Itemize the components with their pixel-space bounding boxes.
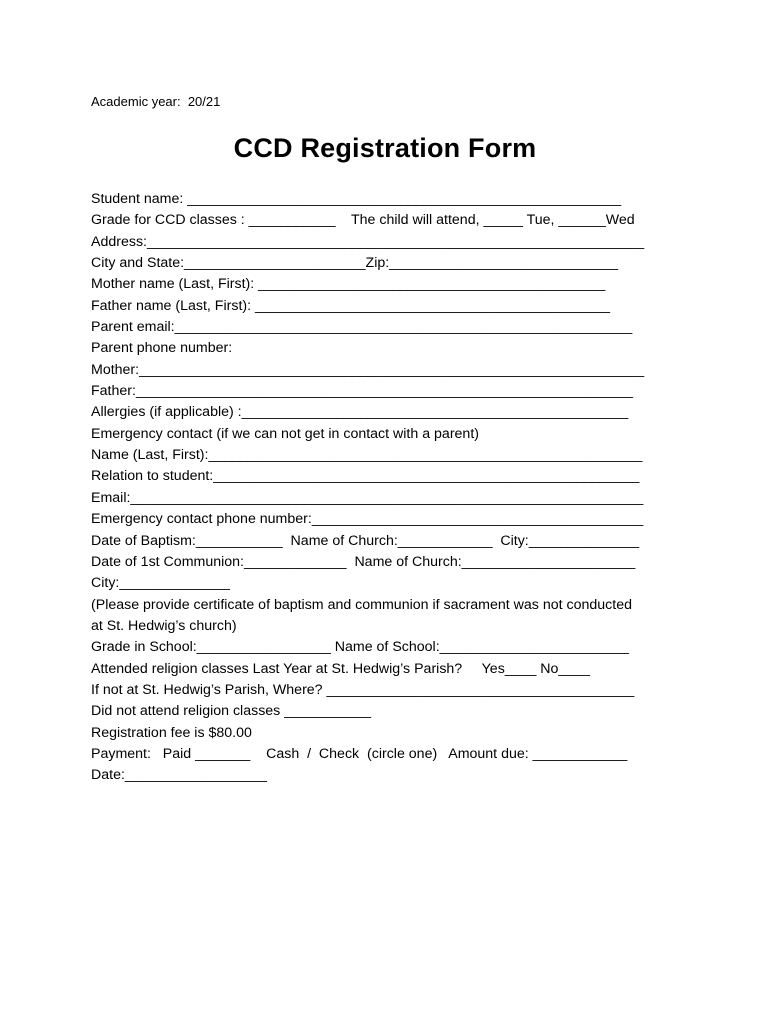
parent-phone-label: Parent phone number:	[91, 340, 233, 357]
parent-email-field[interactable]: Parent email:__________________________________________________________	[91, 319, 633, 336]
page-title: CCD Registration Form	[233, 133, 537, 163]
certificate-note: (Please provide certificate of baptism and communion if sacrament was not conducted	[91, 596, 632, 613]
city-state-zip-field[interactable]: City and State:_______________________Zip:_____________________________	[91, 255, 619, 272]
registration-fee-text: Registration fee is $80.00	[91, 724, 252, 741]
academic-year: Academic year: 20/21	[91, 94, 221, 109]
communion-field[interactable]: Date of 1st Communion:_____________ Name of Church:______________________	[91, 553, 636, 570]
grade-and-attendance-field[interactable]: Grade for CCD classes : ___________ The child will attend, _____ Tue, ______Wed	[91, 212, 635, 229]
school-field[interactable]: Grade in School:_________________ Name of School:________________________	[91, 639, 630, 656]
emergency-contact-heading: Emergency contact (if we can not get in contact with a parent)	[91, 425, 479, 442]
did-not-attend-field[interactable]: Did not attend religion classes ___________	[91, 703, 372, 720]
father-phone-field[interactable]: Father:_______________________________________________________________	[91, 383, 634, 400]
payment-field[interactable]: Payment: Paid _______ Cash / Check (circle one) Amount due: ____________	[91, 745, 628, 762]
relation-field[interactable]: Relation to student:______________________________________________________	[91, 468, 640, 485]
registration-form-body	[91, 189, 691, 787]
emergency-email-field[interactable]: Email:_________________________________________________________________	[91, 489, 644, 506]
attended-last-year-field[interactable]: Attended religion classes Last Year at St. Hedwig’s Parish? Yes____ No____	[91, 660, 590, 677]
father-name-field[interactable]: Father name (Last, First): _____________________________________________	[91, 297, 611, 314]
emergency-phone-field[interactable]: Emergency contact phone number:__________________________________________	[91, 511, 644, 528]
address-field[interactable]: Address:_______________________________________________________________	[91, 233, 645, 250]
student-name-field[interactable]: Student name: _______________________________________________________	[91, 191, 622, 207]
communion-city-field[interactable]: City:______________	[91, 575, 230, 592]
other-parish-field[interactable]: If not at St. Hedwig’s Parish, Where? _______________________________________	[91, 681, 635, 698]
mother-name-field[interactable]: Mother name (Last, First): ____________________________________________	[91, 276, 606, 293]
allergies-field[interactable]: Allergies (if applicable) :_________________________________________________	[91, 404, 629, 421]
baptism-field[interactable]: Date of Baptism:___________ Name of Church:____________ City:______________	[91, 532, 640, 549]
certificate-note-continued: at St. Hedwig’s church)	[91, 617, 237, 634]
mother-phone-field[interactable]: Mother:________________________________________________________________	[91, 361, 645, 378]
emergency-name-field[interactable]: Name (Last, First):_______________________________________________________	[91, 447, 643, 464]
date-field[interactable]: Date:__________________	[91, 767, 267, 784]
